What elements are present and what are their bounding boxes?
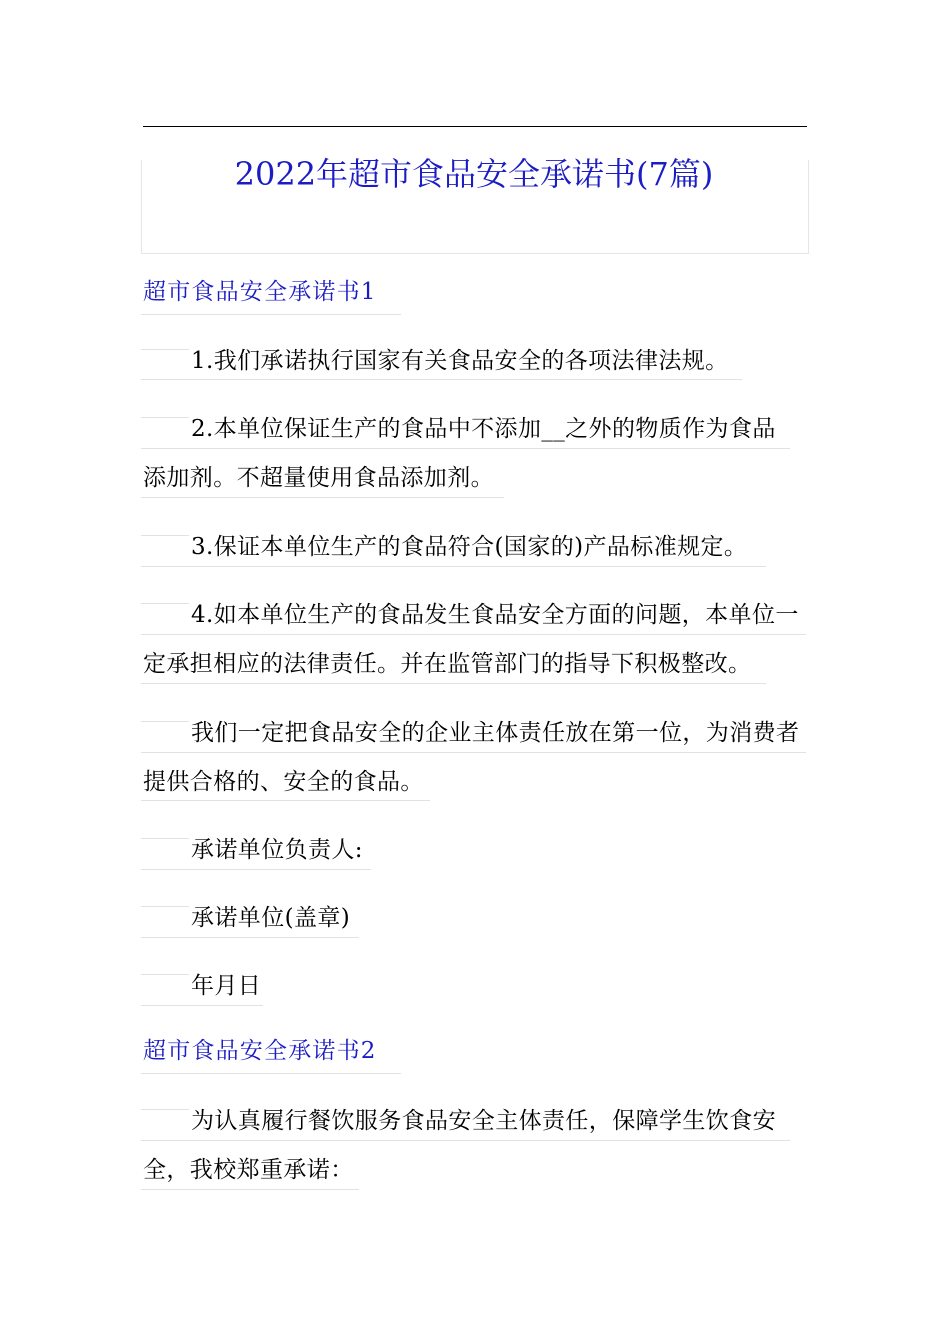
paragraph-line: 3.保证本单位生产的食品符合(国家的)产品标准规定。 <box>191 534 748 560</box>
paragraph-frame <box>141 1140 790 1141</box>
paragraph-line: 提供合格的、安全的食品。 <box>143 769 424 795</box>
indent-marker <box>141 417 189 418</box>
document-title: 2022年超市食品安全承诺书(7篇) <box>234 155 714 193</box>
heading-frame <box>141 314 401 315</box>
paragraph-frame <box>141 497 504 498</box>
paragraph-line: 2.本单位保证生产的食品中不添加__之外的物质作为食品 <box>191 416 776 442</box>
section-heading-2: 超市食品安全承诺书2 <box>143 1038 377 1064</box>
signatory-label: 承诺单位负责人: <box>191 837 363 863</box>
indent-marker <box>141 906 189 907</box>
paragraph-line: 1.我们承诺执行国家有关食品安全的各项法律法规。 <box>191 348 729 374</box>
paragraph-frame <box>141 379 742 380</box>
paragraph-line: 4.如本单位生产的食品发生食品安全方面的问题，本单位一 <box>191 602 799 628</box>
section-heading-1: 超市食品安全承诺书1 <box>143 279 377 305</box>
paragraph-line: 全，我校郑重承诺： <box>143 1157 354 1183</box>
paragraph-frame <box>141 752 806 753</box>
paragraph-frame <box>141 566 766 567</box>
indent-marker <box>141 721 189 722</box>
indent-marker <box>141 535 189 536</box>
date-label: 年月日 <box>191 973 262 999</box>
paragraph-frame <box>141 1005 263 1006</box>
indent-marker <box>141 603 189 604</box>
paragraph-line: 定承担相应的法律责任。并在监管部门的指导下积极整改。 <box>143 651 752 677</box>
paragraph-frame <box>141 634 806 635</box>
paragraph-line: 添加剂。不超量使用食品添加剂。 <box>143 465 494 491</box>
indent-marker <box>141 349 189 350</box>
paragraph-frame <box>141 869 371 870</box>
seal-label: 承诺单位(盖章) <box>191 905 351 931</box>
indent-marker <box>141 838 189 839</box>
paragraph-frame <box>141 800 430 801</box>
indent-marker <box>141 1109 189 1110</box>
indent-marker <box>141 974 189 975</box>
heading-frame <box>141 1073 401 1074</box>
paragraph-frame <box>141 937 359 938</box>
top-rule <box>143 126 807 127</box>
paragraph-line: 为认真履行餐饮服务食品安全主体责任，保障学生饮食安 <box>191 1108 776 1134</box>
paragraph-line: 我们一定把食品安全的企业主体责任放在第一位，为消费者 <box>191 720 800 746</box>
paragraph-frame <box>141 683 766 684</box>
paragraph-frame <box>141 448 790 449</box>
paragraph-frame <box>141 1189 359 1190</box>
